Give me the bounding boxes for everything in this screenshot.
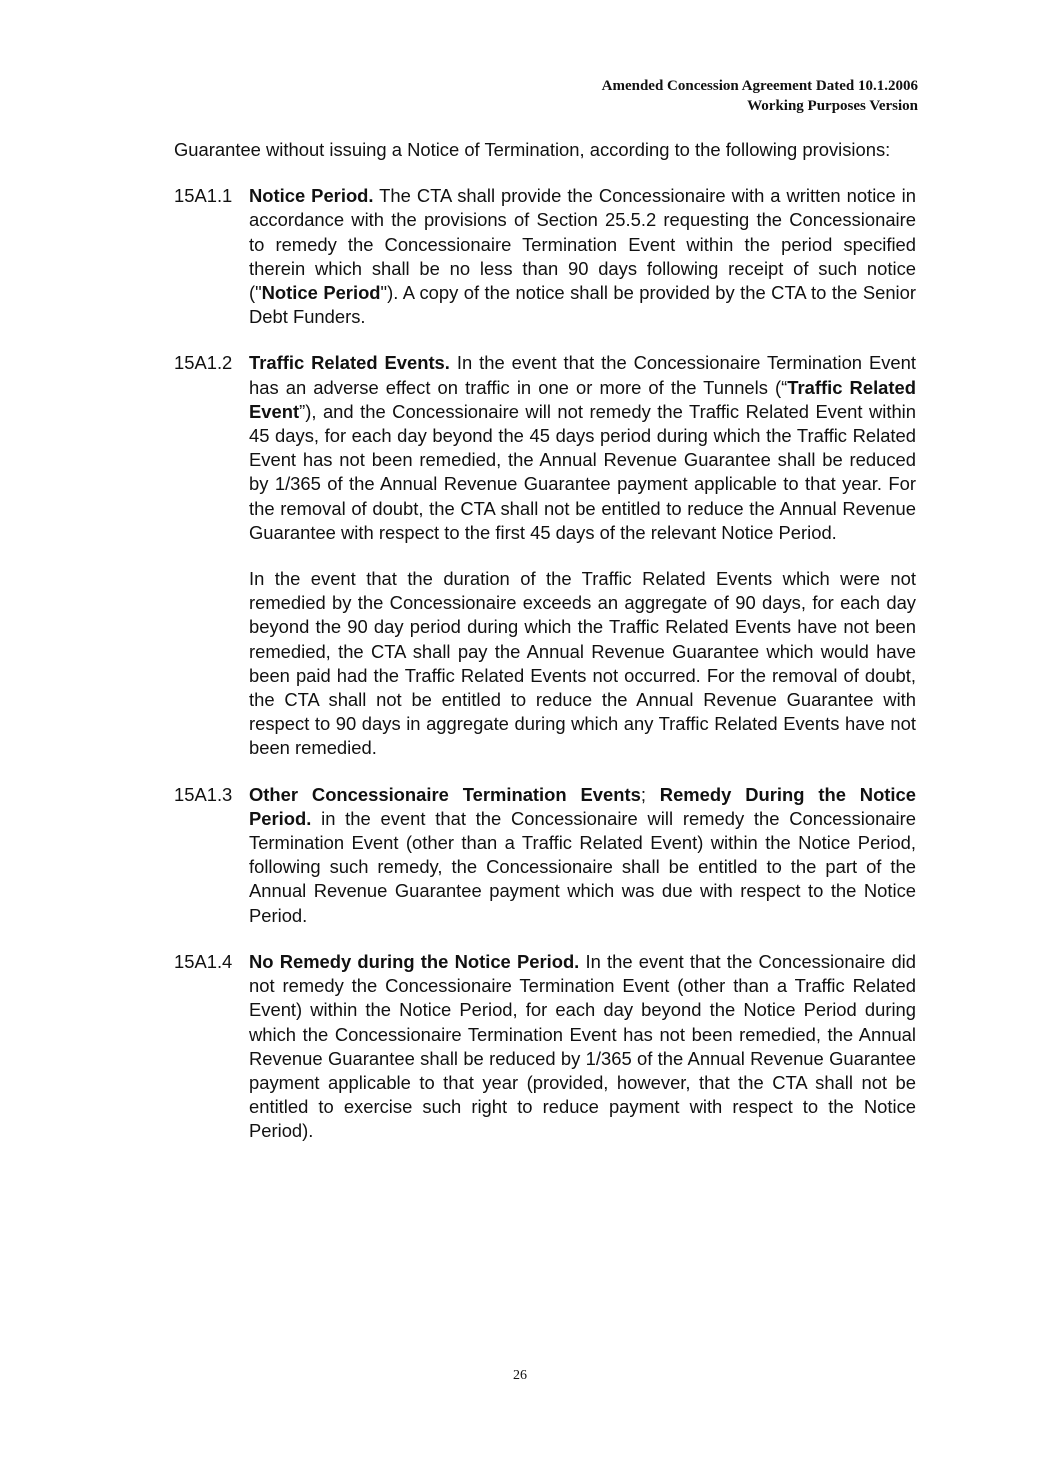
- header-version: Working Purposes Version: [747, 98, 918, 114]
- defined-term: Notice Period: [261, 282, 381, 304]
- clause-paragraph-2: In the event that the duration of the Traffic Related Events which were not remedied by the Concessionaire exceeds an aggregate of 90 days, for each day beyond the 90 day period during which the Traffic Related Events have not been remedied, the CTA shall pay the Annual Revenue Guarantee which would have been paid had the Traffic Related Events not occurred. For the removal of doubt, the CTA shall not be entitled to reduce the Annual Revenue Guarantee with respect to 90 days in aggregate during which any Traffic Related Events have not been remedied.: [249, 568, 916, 759]
- intro-paragraph: Guarantee without issuing a Notice of Termination, according to the following provisions:: [174, 139, 891, 160]
- clause-15a1-1: [174, 184, 916, 329]
- document-header: [602, 76, 918, 116]
- clause-number: 15A1.3: [174, 783, 233, 805]
- clause-15a1-3: [174, 783, 916, 928]
- clause-title-2: Remedy During the Notice Period.: [249, 783, 916, 829]
- clause-body: [249, 783, 916, 928]
- page-number: 26: [513, 1368, 527, 1383]
- clause-text: ”), and the Concessionaire will not remedy the Traffic Related Event within 45 days, for each day beyond the 45 days period during which the Traffic Related Event has not been remedied, the Annual Revenue Guarantee shall be reduced by 1/365 of the Annual Revenue Guarantee payment applicable to that year. For the removal of doubt, the CTA shall not be entitled to reduce the Annual Revenue Guarantee with respect to the first 45 days of the relevant Notice Period.: [249, 400, 916, 543]
- clause-number: 15A1.4: [174, 950, 233, 972]
- document-body: [174, 138, 916, 1166]
- clause-text: The CTA shall provide the Concessionaire with a written notice in accordance with the provisions of Section 25.5.2 requesting the Concessionaire to remedy the Concessionaire Termination Event within the period specified therein which shall be no less than 90 days following receipt of such notice (": [249, 185, 916, 304]
- clause-15a1-2: [174, 351, 916, 760]
- clause-title: No Remedy during the Notice Period.: [249, 950, 580, 972]
- clause-paragraph: [249, 184, 916, 329]
- defined-term: Traffic Related Event: [249, 376, 916, 422]
- clause-title: Traffic Related Events.: [249, 352, 450, 374]
- clause-body: [249, 950, 916, 1144]
- header-title: Amended Concession Agreement Dated 10.1.2006: [601, 78, 918, 94]
- title-separator: ;: [640, 783, 660, 805]
- clause-text: in the event that the Concessionaire will remedy the Concessionaire Termination Event (other than a Traffic Related Event) within the Notice Period, following such remedy, the Concessionaire shall be entitled to the part of the Annual Revenue Guarantee payment which was due with respect to the Notice Period.: [249, 807, 916, 926]
- clause-paragraph: [249, 351, 916, 545]
- clause-15a1-4: [174, 950, 916, 1144]
- clause-paragraph: [249, 783, 916, 928]
- clause-text: In the event that the Concessionaire Termination Event has an adverse effect on traffic in one or more of the Tunnels (“: [249, 352, 916, 398]
- clause-text: "). A copy of the notice shall be provided by the CTA to the Senior Debt Funders.: [249, 282, 916, 328]
- clause-text: In the event that the Concessionaire did not remedy the Concessionaire Termination Event (other than a Traffic Related Event) within the Notice Period, for each day beyond the Notice Period during which the Concessionaire Termination Event has not been remedied, the Annual Revenue Guarantee shall be reduced by 1/365 of the Annual Revenue Guarantee payment applicable to that year (provided, however, that the CTA shall not be entitled to exercise such right to reduce payment with respect to the Notice Period).: [249, 950, 916, 1142]
- clause-body: [249, 184, 916, 329]
- clause-number: 15A1.1: [174, 185, 233, 207]
- clause-number: 15A1.2: [174, 352, 233, 374]
- clause-title: Other Concessionaire Termination Events: [249, 783, 641, 805]
- clause-body: [249, 351, 916, 760]
- clause-title: Notice Period.: [249, 185, 374, 207]
- clause-paragraph: [249, 950, 916, 1144]
